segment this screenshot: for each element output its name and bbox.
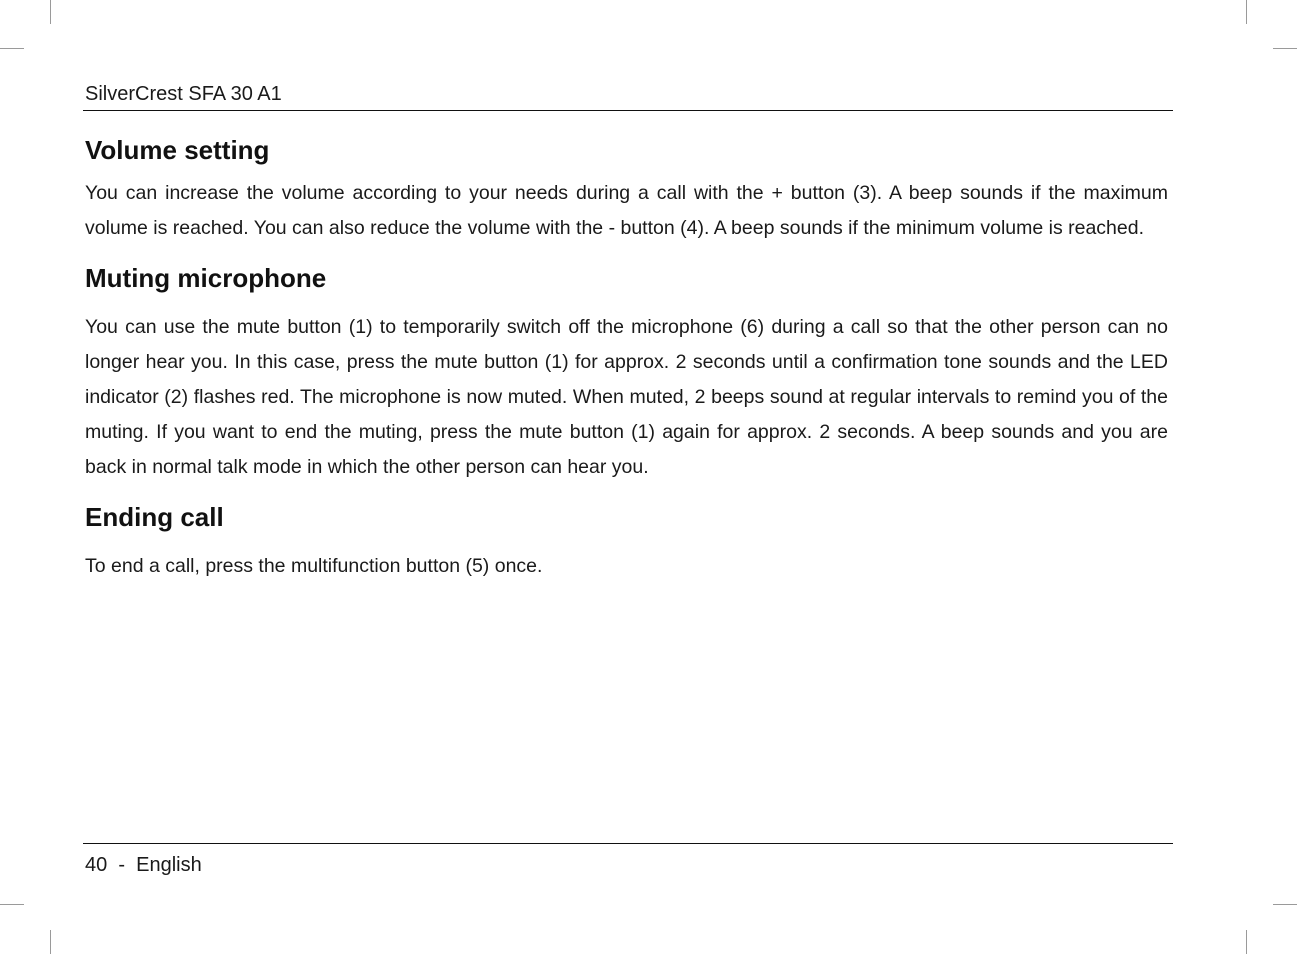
footer-rule <box>83 843 1173 844</box>
crop-mark-bottom-left-vertical <box>50 930 51 954</box>
crop-mark-top-left-vertical <box>50 0 51 24</box>
crop-mark-bottom-right-horizontal <box>1273 904 1297 905</box>
section-volume-setting <box>85 128 1168 246</box>
running-header-title: SilverCrest SFA 30 A1 <box>85 83 282 105</box>
section-paragraph: To end a call, press the multifunction button (5) once. <box>85 555 543 577</box>
page-number-footer: 40 - English <box>85 854 202 876</box>
section-muting-microphone <box>85 256 1168 485</box>
crop-mark-bottom-right-vertical <box>1246 930 1247 954</box>
crop-mark-top-left-horizontal <box>0 48 24 49</box>
crop-mark-top-right-vertical <box>1246 0 1247 24</box>
crop-mark-bottom-left-horizontal <box>0 904 24 905</box>
page-content <box>85 128 1168 584</box>
crop-mark-top-right-horizontal <box>1273 48 1297 49</box>
section-paragraph: You can increase the volume according to your needs during a call with the + button (3). A beep sounds if the maximum volume is reached. You can also reduce the volume with the - button (4). A beep sounds if the minimum volume is reached. <box>85 182 1168 239</box>
section-heading: Ending call <box>85 502 224 532</box>
section-ending-call <box>85 495 1168 584</box>
header-rule <box>83 110 1173 111</box>
section-paragraph: You can use the mute button (1) to temporarily switch off the microphone (6) during a call so that the other person can no longer hear you. In this case, press the mute button (1) for approx. 2 seconds until a confirmation tone sounds and the LED indicator (2) flashes red. The microphone is now muted. When muted, 2 beeps sound at regular intervals to remind you of the muting. If you want to end the muting, press the mute button (1) again for approx. 2 seconds. A beep sounds and you are back in normal talk mode in which the other person can hear you. <box>85 316 1168 478</box>
section-heading: Muting microphone <box>85 263 327 293</box>
section-heading: Volume setting <box>85 135 270 165</box>
